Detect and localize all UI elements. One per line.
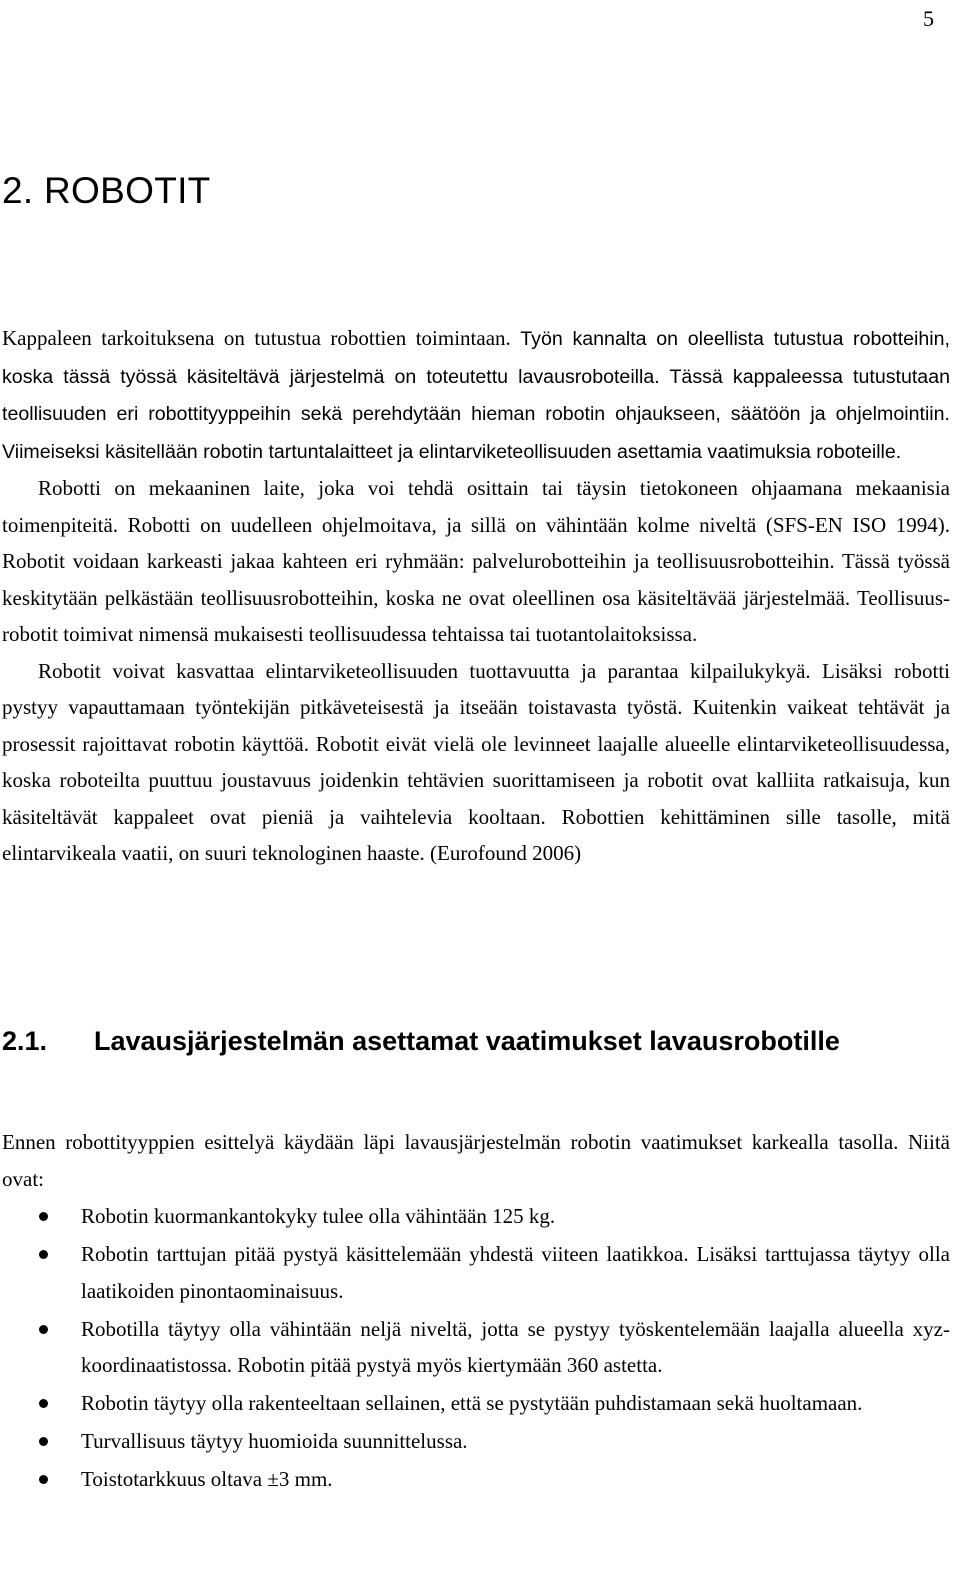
list-item-text: Robotin täytyy olla rakenteeltaan sellainen, että se pystytään puhdistamaan sekä huoltamaan. xyxy=(81,1391,863,1415)
intro-paragraph-1-start: Kappaleen tarkoituksena on tutustua robottien toimintaan. xyxy=(2,326,521,350)
list-item xyxy=(0,1423,950,1460)
list-item-text: Toistotarkkuus oltava ±3 mm. xyxy=(81,1467,333,1491)
list-item-text: Turvallisuus täytyy huomioida suunnittelussa. xyxy=(81,1429,468,1453)
section-number: 2.1. xyxy=(2,1026,48,1056)
page-number: 5 xyxy=(923,6,934,31)
bullet-icon xyxy=(39,1437,48,1446)
section-intro: Ennen robottityyppien esittelyä käydään läpi lavausjärjestelmän robotin vaatimukset karkealla tasolla. Niitä ovat: xyxy=(2,1130,950,1191)
bullet-icon xyxy=(39,1475,48,1484)
intro-paragraph-2-text: Robotti on mekaaninen laite, joka voi tehdä osittain tai täysin tietokoneen ohjaamana mekaanisia toimenpiteitä. Robotti on uudelleen ohjelmoitava, ja sillä on vähintään kolme niveltä (SFS-EN ISO 1994). Robotit voidaan karkeasti jakaa kahteen eri ryhmään: palvelurobotteihin ja teollisuusrobotteihin. Tässä työssä keskitytään pelkästään teollisuusrobotteihin, koska ne ovat oleellinen osa käsiteltävää järjestelmää. Teollisuusrobotit toimivat nimensä mukaisesti teollisuudessa tehtaissa tai tuotantolaitoksissa. xyxy=(2,476,950,646)
list-item xyxy=(0,1311,950,1384)
bullet-icon xyxy=(39,1399,48,1408)
list-item xyxy=(0,1236,950,1309)
requirements-list xyxy=(0,1198,950,1499)
intro-paragraph-3 xyxy=(2,653,950,872)
list-item xyxy=(0,1385,950,1422)
list-item xyxy=(0,1198,950,1235)
bullet-icon xyxy=(39,1325,48,1334)
section-title: Lavausjärjestelmän asettamat vaatimukset lavausrobotille xyxy=(94,1026,840,1056)
bullet-icon xyxy=(39,1250,48,1259)
list-item-text: Robotin tarttujan pitää pystyä käsittelemään yhdestä viiteen laatikkoa. Lisäksi tarttujassa täytyy olla laatikoiden pinontaominaisuus. xyxy=(81,1242,950,1303)
bullet-icon xyxy=(39,1212,48,1221)
list-item-text: Robotilla täytyy olla vähintään neljä niveltä, jotta se pystyy työskentelemään laajalla alueella xyz-koordinaatistossa. Robotin pitää pystyä myös kiertymään 360 astetta. xyxy=(81,1316,950,1377)
list-item-text: Robotin kuormankantokyky tulee olla vähintään 125 kg. xyxy=(81,1204,556,1228)
chapter-intro xyxy=(2,320,950,872)
intro-paragraph-2 xyxy=(2,470,950,653)
chapter-title: 2. ROBOTIT xyxy=(2,170,211,211)
intro-paragraph-3-text: Robotit voivat kasvattaa elintarviketeollisuuden tuottavuutta ja parantaa kilpailukykyä. Lisäksi robotti pystyy vapauttamaan työntekijän pitkäveteisestä ja itseään toistavasta työstä. Kuitenkin vaikeat tehtävät ja prosessit rajoittavat robotin käyttöä. Robotit eivät vielä ole levinneet laajalle alueelle elintarviketeollisuudessa, koska roboteilta puuttuu joustavuus joidenkin tehtävien suorittamiseen ja robotit ovat kalliita ratkaisuja, kun käsiteltävät kappaleet ovat pieniä ja vaihtelevia kooltaan. Robottien kehittäminen sille tasolle, mitä elintarvikeala vaatii, on suuri teknologinen haaste. (Eurofound 2006) xyxy=(2,658,950,865)
section-heading xyxy=(2,1024,902,1058)
list-item xyxy=(0,1461,950,1498)
intro-paragraph-1-rest: Työn kannalta on oleellista tutustua robotteihin, koska tässä työssä käsiteltävä järjestelmä on toteutettu lavausroboteilla. Tässä kappaleessa tutustutaan teollisuuden eri robottityyppeihin sekä perehdytään hieman robotin ohjaukseen, säätöön ja ohjelmointiin. Viimeiseksi käsitellään robotin tartuntalaitteet ja elintarviketeollisuuden asettamia vaatimuksia roboteille. xyxy=(2,328,950,463)
intro-paragraph-1 xyxy=(2,320,950,470)
